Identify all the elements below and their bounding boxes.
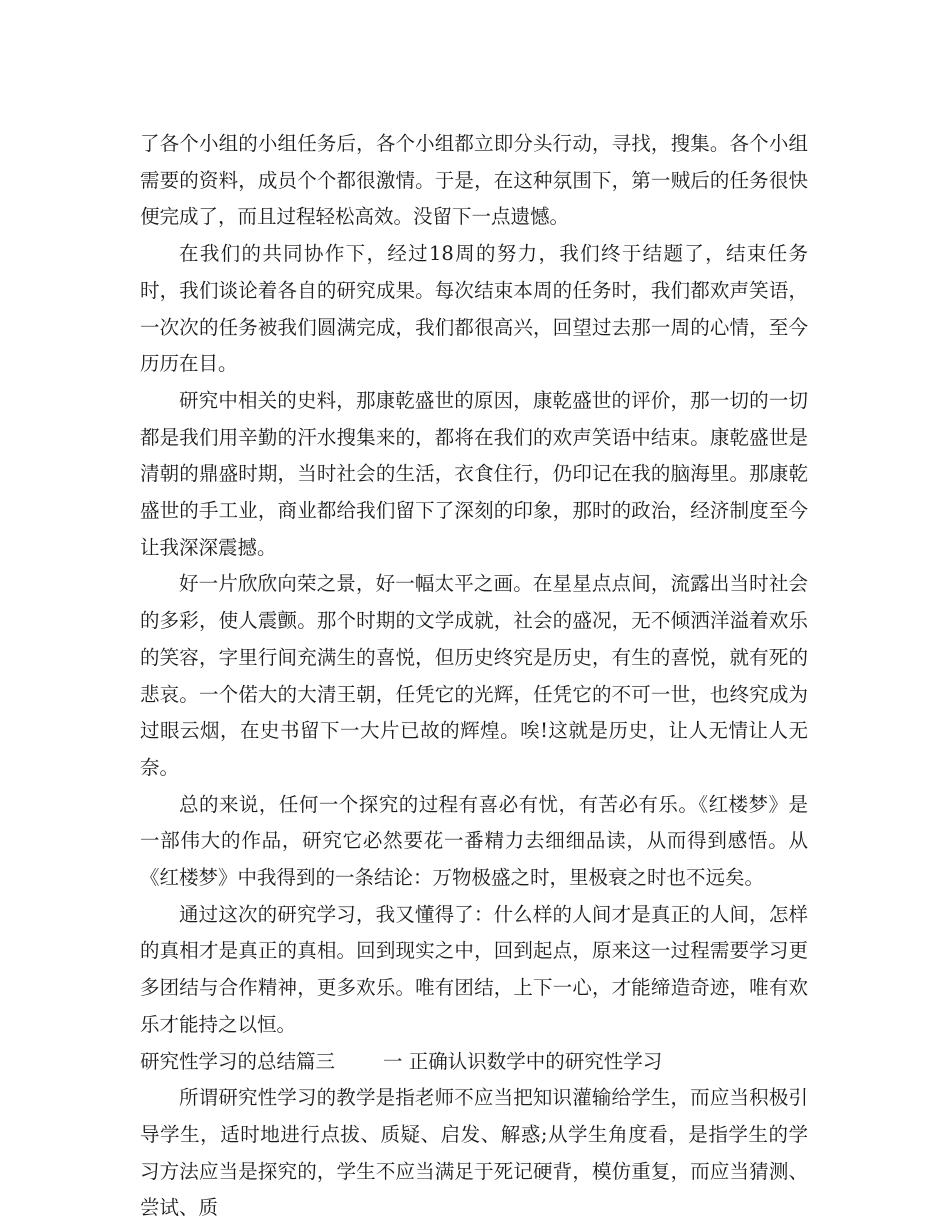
paragraph: 总的来说，任何一个探究的过程有喜必有忧，有苦必有乐。《红楼梦》是一部伟大的作品，研究它必然要花一番精力去细细品读，从而得到感悟。从《红楼梦》中我得到的一条结论：万物极盛之时，里极衰之时也不远矣。 bbox=[140, 792, 808, 890]
paragraph-continued: 了各个小组的小组任务后，各个小组都立即分头行动，寻找，搜集。各个小组需要的资料，成员个个都很激情。于是，在这种氛围下，第一贼后的任务很快便完成了，而且过程轻松高效。没留下一点遗憾。 bbox=[140, 132, 808, 229]
paragraph: 研究中相关的史料，那康乾盛世的原因，康乾盛世的评价，那一切的一切都是我们用辛勤的汗水搜集来的，都将在我们的欢声笑语中结束。康乾盛世是清朝的鼎盛时期，当时社会的生活，衣食住行，仍印记在我的脑海里。那康乾盛世的手工业，商业都给我们留下了深刻的印象，那时的政治，经济制度至今让我深深震撼。 bbox=[140, 388, 808, 559]
section-heading bbox=[140, 1044, 808, 1081]
paragraph: 所谓研究性学习的教学是指老师不应当把知识灌输给学生，而应当积极引导学生，适时地进行点拔、质疑、启发、解惑;从学生角度看，是指学生的学习方法应当是探究的，学生不应当满足于死记硬背，模仿重复，而应当猜测、尝试、质 bbox=[140, 1086, 808, 1220]
document-body bbox=[140, 126, 808, 1227]
paragraph: 通过这次的研究学习，我又懂得了：什么样的人间才是真正的人间，怎样的真相才是真正的真相。回到现实之中，回到起点，原来这一过程需要学习更多团结与合作精神，更多欢乐。唯有团结，上下一心，才能缔造奇迹，唯有欢乐才能持之以恒。 bbox=[140, 902, 808, 1036]
section-subtitle: 一 正确认识数学中的研究性学习 bbox=[383, 1049, 663, 1073]
paragraph: 在我们的共同协作下，经过18周的努力，我们终于结题了，结束任务时，我们谈论着各自的研究成果。每次结束本周的任务时，我们都欢声笑语，一次次的任务被我们圆满完成，我们都很高兴，回望过去那一周的心情，至今历历在目。 bbox=[140, 242, 808, 376]
paragraph: 好一片欣欣向荣之景，好一幅太平之画。在星星点点间，流露出当时社会的多彩，使人震颤。那个时期的文学成就，社会的盛况，无不倾洒洋溢着欢乐的笑容，字里行间充满生的喜悦，但历史终究是历史，有生的喜悦，就有死的悲哀。一个偌大的大清王朝，任凭它的光辉，任凭它的不可一世，也终究成为过眼云烟，在史书留下一大片已故的辉煌。唉!这就是历史，让人无情让人无奈。 bbox=[140, 572, 808, 779]
section-title: 研究性学习的总结篇三 bbox=[140, 1049, 336, 1073]
